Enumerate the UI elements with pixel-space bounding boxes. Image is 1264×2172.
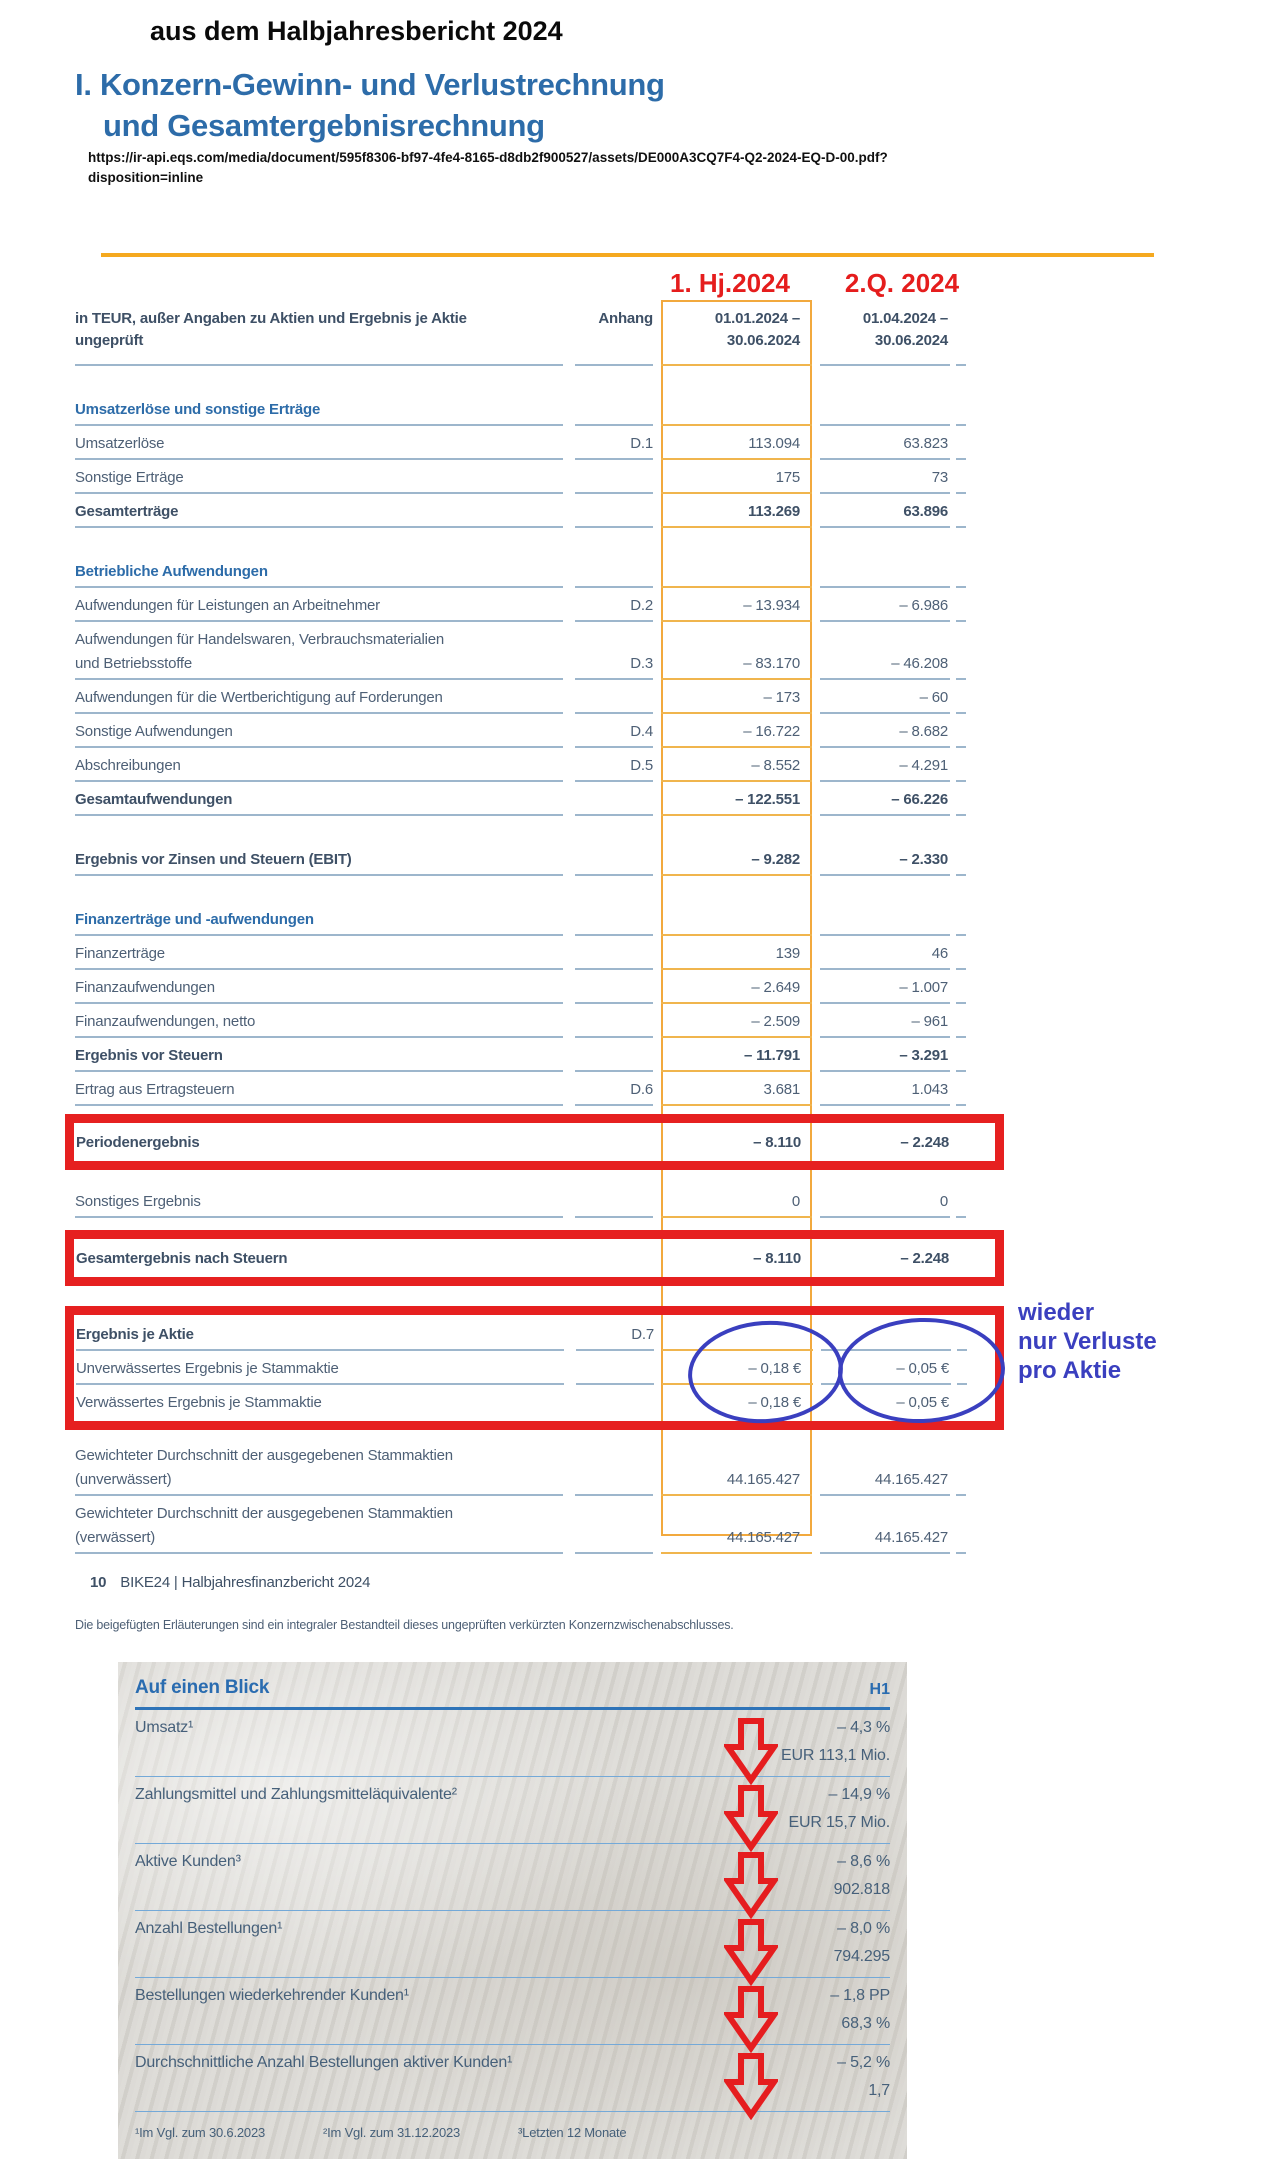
row-value-h1: – 0,18 €: [662, 1351, 813, 1385]
header-q2-col: 01.04.2024 – 30.06.2024: [820, 300, 950, 366]
row-value-q2: – 3.291: [820, 1038, 950, 1072]
table-row: [75, 1184, 967, 1218]
overview-row-change: – 4,3 %: [837, 1719, 890, 1736]
row-value-h1: – 9.282: [661, 842, 812, 876]
row-value-q2: 63.823: [820, 426, 950, 460]
row-label: Ergebnis vor Zinsen und Steuern (EBIT): [75, 842, 563, 876]
table-row: [75, 936, 967, 970]
table-row: [75, 1038, 967, 1072]
table-row: [75, 782, 967, 816]
source-url[interactable]: [88, 148, 888, 188]
row-value-h1: [661, 571, 812, 588]
overview-row-value: 794.295: [833, 1948, 890, 1965]
page-title: [75, 64, 665, 146]
overview-row-change: – 14,9 %: [828, 1786, 890, 1803]
row-anhang-ref: D.7: [576, 1317, 654, 1351]
row-anhang-ref: D.4: [575, 714, 653, 748]
overview-row: [135, 1710, 890, 1777]
row-label: und Betriebsstoffe: [75, 651, 563, 680]
annotation-period-h1: 1. Hj.2024: [670, 268, 790, 298]
row-value-h1: – 173: [661, 680, 812, 714]
right-edge-stub: [956, 938, 966, 970]
row-value-h1: – 13.934: [661, 588, 812, 622]
row-value-h1: – 11.791: [661, 1038, 812, 1072]
integral-note: Die beigefügten Erläuterungen sind ein integraler Bestandteil dieses ungeprüften verkürzten Konzernzwischenabschlusses.: [75, 1618, 734, 1632]
row-anhang-ref: [575, 799, 653, 816]
down-arrow-icon: [724, 1985, 778, 2053]
red-highlight-frame-b: [65, 1230, 1004, 1286]
row-value-q2: – 1.007: [820, 970, 950, 1004]
row-value-q2: [820, 571, 950, 588]
row-anhang-ref: [576, 1368, 654, 1385]
table-header-row: [75, 300, 967, 366]
right-edge-stub: [956, 428, 966, 460]
overview-row: [135, 1777, 890, 1844]
row-value-h1: 139: [661, 936, 812, 970]
row-value-q2: 73: [820, 460, 950, 494]
overview-box-title: Auf einen Blick: [135, 1677, 270, 1698]
overview-row-change: – 5,2 %: [837, 2054, 890, 2071]
row-value-q2: – 2.248: [900, 1134, 949, 1151]
row-value-q2: [820, 409, 950, 426]
row-label: Abschreibungen: [75, 748, 563, 782]
row-value-q2: – 2.248: [900, 1250, 949, 1267]
overview-box-header: [135, 1662, 890, 1710]
row-value-h1: 3.681: [661, 1072, 812, 1106]
down-arrow-icon: [724, 1717, 778, 1785]
right-edge-stub: [956, 648, 966, 680]
overview-row-change: – 8,0 %: [837, 1920, 890, 1937]
row-label: Aufwendungen für die Wertberichtigung auf Forderungen: [75, 680, 563, 714]
table-row: [75, 426, 967, 460]
row-label: Finanzaufwendungen, netto: [75, 1004, 563, 1038]
red-highlight-frame-c: [65, 1306, 1004, 1430]
row-label-line1: Gewichteter Durchschnitt der ausgegebenen Stammaktien: [75, 1505, 453, 1522]
row-value-q2: 46: [820, 936, 950, 970]
overview-row-label: Durchschnittliche Anzahl Bestellungen aktiver Kunden¹: [135, 2054, 513, 2071]
row-value-q2: 0: [820, 1184, 950, 1218]
table-row: [76, 1125, 993, 1159]
row-value-h1: 113.269: [661, 494, 812, 528]
overview-row-value: 902.818: [833, 1881, 890, 1898]
row-label: (verwässert): [75, 1525, 563, 1554]
row-value-h1: [661, 409, 812, 426]
overview-box-rows: [118, 1710, 907, 2112]
annotation-period-q2: 2.Q. 2024: [844, 268, 960, 298]
row-value-h1: – 8.110: [753, 1250, 801, 1267]
row-value-q2: [820, 919, 950, 936]
table-row: [75, 554, 967, 588]
overview-row-label: Zahlungsmittel und Zahlungsmitteläquivalente²: [135, 1786, 457, 1803]
row-value-q2: – 2.330: [820, 842, 950, 876]
right-edge-stub: [956, 716, 966, 748]
row-value-q2: – 961: [820, 1004, 950, 1038]
row-value-h1: – 2.649: [661, 970, 812, 1004]
right-edge-stub: [956, 682, 966, 714]
overview-row: [135, 1911, 890, 1978]
orange-divider: [101, 253, 1154, 257]
row-anhang-ref: [575, 1201, 653, 1218]
row-anhang-ref: [575, 409, 653, 426]
table-row: [75, 714, 967, 748]
row-anhang-ref: [576, 1402, 654, 1419]
row-label: Umsatzerlöse und sonstige Erträge: [75, 392, 563, 426]
row-label: (unverwässert): [75, 1467, 563, 1496]
overview-row-change: – 1,8 PP: [830, 1987, 890, 2004]
row-value-q2: 44.165.427: [820, 1467, 950, 1496]
row-anhang-ref: [576, 1142, 654, 1159]
overview-row: [135, 1978, 890, 2045]
right-edge-stub: [956, 556, 966, 588]
row-label: Sonstige Aufwendungen: [75, 714, 563, 748]
right-edge-stub: [956, 1040, 966, 1072]
overview-box-period: H1: [869, 1681, 890, 1698]
table-row: [75, 902, 967, 936]
row-label: Umsatzerlöse: [75, 426, 563, 460]
row-anhang-ref: [575, 477, 653, 494]
right-edge-stub: [956, 1464, 966, 1496]
row-label-line1: Gewichteter Durchschnitt der ausgegebenen Stammaktien: [75, 1447, 453, 1464]
footnote-1: ¹Im Vgl. zum 30.6.2023: [135, 2125, 265, 2140]
row-label: Gesamtergebnis nach Steuern: [76, 1250, 288, 1267]
row-anhang-ref: D.6: [575, 1072, 653, 1106]
right-edge-stub: [956, 1074, 966, 1106]
row-label: Sonstiges Ergebnis: [75, 1184, 563, 1218]
overview-row-value: 68,3 %: [841, 2015, 890, 2032]
table-row: [75, 392, 967, 426]
right-edge-stub: [956, 462, 966, 494]
row-value-q2: – 46.208: [820, 651, 950, 680]
row-anhang-ref: D.2: [575, 588, 653, 622]
source-url-line1[interactable]: https://ir-api.eqs.com/media/document/595f8306-bf97-4fe4-8165-d8db2f900527/assets/DE000A3CQ7F4-Q2-2024-EQ-D-00.pdf?: [88, 150, 888, 165]
row-value-h1: – 2.509: [661, 1004, 812, 1038]
row-label: Finanzerträge und -aufwendungen: [75, 902, 563, 936]
row-label: Ergebnis je Aktie: [76, 1317, 564, 1351]
table-row: [75, 842, 967, 876]
table-row: [75, 1072, 967, 1106]
overview-row-label: Anzahl Bestellungen¹: [135, 1920, 283, 1937]
right-edge-stub: [956, 590, 966, 622]
row-anhang-ref: [575, 1484, 653, 1496]
row-label: Unverwässertes Ergebnis je Stammaktie: [76, 1351, 564, 1385]
right-edge-stub: [957, 1127, 967, 1159]
row-value-q2: 1.043: [820, 1072, 950, 1106]
right-edge-stub: [956, 750, 966, 782]
right-edge-stub: [956, 972, 966, 1004]
row-value-h1: 175: [661, 460, 812, 494]
right-edge-stub: [956, 784, 966, 816]
right-edge-stub: [956, 334, 966, 366]
row-label: Periodenergebnis: [76, 1134, 200, 1151]
row-value-q2: – 0,05 €: [896, 1394, 949, 1411]
row-anhang-ref: D.3: [575, 651, 653, 680]
row-anhang-ref: [575, 1542, 653, 1554]
row-value-q2: – 60: [820, 680, 950, 714]
row-anhang-ref: [575, 987, 653, 1004]
page-title-line2: und Gesamtergebnisrechnung: [103, 108, 545, 143]
overview-row: [135, 1844, 890, 1911]
row-anhang-ref: [576, 1258, 654, 1275]
row-value-h1: – 8.552: [661, 748, 812, 782]
row-label: Betriebliche Aufwendungen: [75, 554, 563, 588]
down-arrow-icon: [724, 1851, 778, 1919]
right-edge-stub: [957, 1243, 967, 1275]
overview-row-change: – 8,6 %: [837, 1853, 890, 1870]
row-label: Ergebnis vor Steuern: [75, 1038, 563, 1072]
row-label: Sonstige Erträge: [75, 460, 563, 494]
right-edge-stub: [956, 1522, 966, 1554]
row-value-h1: – 0,18 €: [748, 1394, 801, 1411]
table-body: [75, 392, 967, 1554]
footnote-3: ³Letzten 12 Monate: [518, 2125, 627, 2140]
row-value-h1: – 122.551: [661, 782, 812, 816]
source-url-line2[interactable]: disposition=inline: [88, 170, 204, 185]
footnote-2: ²Im Vgl. zum 31.12.2023: [323, 2125, 461, 2140]
row-anhang-ref: [575, 953, 653, 970]
row-value-h1: – 83.170: [661, 651, 812, 680]
row-label: Finanzerträge: [75, 936, 563, 970]
row-anhang-ref: [575, 1055, 653, 1072]
row-anhang-ref: [575, 919, 653, 936]
table-row: [75, 1496, 967, 1554]
table-row: [75, 748, 967, 782]
table-row: [75, 1004, 967, 1038]
page-number: 10: [90, 1574, 107, 1591]
right-edge-stub: [956, 1186, 966, 1218]
row-label: Aufwendungen für Leistungen an Arbeitnehmer: [75, 588, 563, 622]
page-title-line1: I. Konzern-Gewinn- und Verlustrechnung: [75, 67, 665, 102]
row-value-h1: 113.094: [661, 426, 812, 460]
overview-row: [135, 2045, 890, 2112]
table-row: [75, 680, 967, 714]
page-footer: [90, 1574, 370, 1591]
row-anhang-ref: [575, 511, 653, 528]
row-value-q2: – 66.226: [820, 782, 950, 816]
row-value-q2: 63.896: [820, 494, 950, 528]
row-value-q2: – 4.291: [820, 748, 950, 782]
row-value-h1: – 16.722: [661, 714, 812, 748]
annotation-side-note: wieder nur Verluste pro Aktie: [1018, 1299, 1157, 1384]
table-row: [75, 494, 967, 528]
row-value-q2: – 8.682: [820, 714, 950, 748]
row-value-h1: – 8.110: [753, 1134, 801, 1151]
overview-box: [118, 1662, 907, 2159]
row-anhang-ref: [575, 571, 653, 588]
right-edge-stub: [956, 496, 966, 528]
right-edge-stub: [956, 1006, 966, 1038]
right-edge-stub: [956, 904, 966, 936]
row-label: Finanzaufwendungen: [75, 970, 563, 1004]
overview-row-value: EUR 15,7 Mio.: [788, 1814, 890, 1831]
row-label: Gesamtaufwendungen: [75, 782, 563, 816]
row-label: Verwässertes Ergebnis je Stammaktie: [76, 1394, 322, 1411]
red-highlight-frame-a: [65, 1114, 1004, 1170]
table-row: [76, 1241, 993, 1275]
row-value-h1: [661, 919, 812, 936]
overview-row-value: 1,7: [868, 2082, 890, 2099]
row-anhang-ref: [575, 859, 653, 876]
overview-row-label: Bestellungen wiederkehrender Kunden¹: [135, 1987, 409, 2004]
overview-row-label: Aktive Kunden³: [135, 1853, 241, 1870]
row-value-q2: – 6.986: [820, 588, 950, 622]
row-label-line1: Aufwendungen für Handelswaren, Verbrauchsmaterialien: [75, 631, 444, 648]
row-anhang-ref: D.1: [575, 426, 653, 460]
table-row: [75, 460, 967, 494]
right-edge-stub: [956, 844, 966, 876]
overview-row-label: Umsatz¹: [135, 1719, 194, 1736]
report-name: BIKE24 | Halbjahresfinanzbericht 2024: [120, 1574, 371, 1591]
right-edge-stub: [956, 394, 966, 426]
row-value-q2: 44.165.427: [820, 1525, 950, 1554]
income-statement-table: [75, 300, 967, 1554]
down-arrow-icon: [724, 1784, 778, 1852]
row-value-h1: 0: [661, 1184, 812, 1218]
row-label: Ertrag aus Ertragsteuern: [75, 1072, 563, 1106]
table-row: [75, 1438, 967, 1496]
row-anhang-ref: [575, 697, 653, 714]
down-arrow-icon: [724, 2052, 778, 2120]
row-label: Gesamterträge: [75, 494, 563, 528]
header-h1-col: 01.01.2024 – 30.06.2024: [661, 300, 812, 366]
row-value-q2: – 0,05 €: [821, 1351, 951, 1385]
row-anhang-ref: D.5: [575, 748, 653, 782]
table-row: [75, 622, 967, 680]
table-row: [75, 588, 967, 622]
down-arrow-icon: [724, 1918, 778, 1986]
table-row: [75, 970, 967, 1004]
handwritten-top-note: aus dem Halbjahresbericht 2024: [150, 16, 563, 46]
header-anhang-col: Anhang: [575, 300, 653, 366]
row-value-h1: 44.165.427: [661, 1467, 812, 1496]
header-label-col: in TEUR, außer Angaben zu Aktien und Ergebnis je Aktie ungeprüft: [75, 300, 563, 366]
overview-row-value: EUR 113,1 Mio.: [781, 1747, 890, 1764]
row-value-h1: 44.165.427: [661, 1525, 812, 1554]
row-anhang-ref: [575, 1021, 653, 1038]
